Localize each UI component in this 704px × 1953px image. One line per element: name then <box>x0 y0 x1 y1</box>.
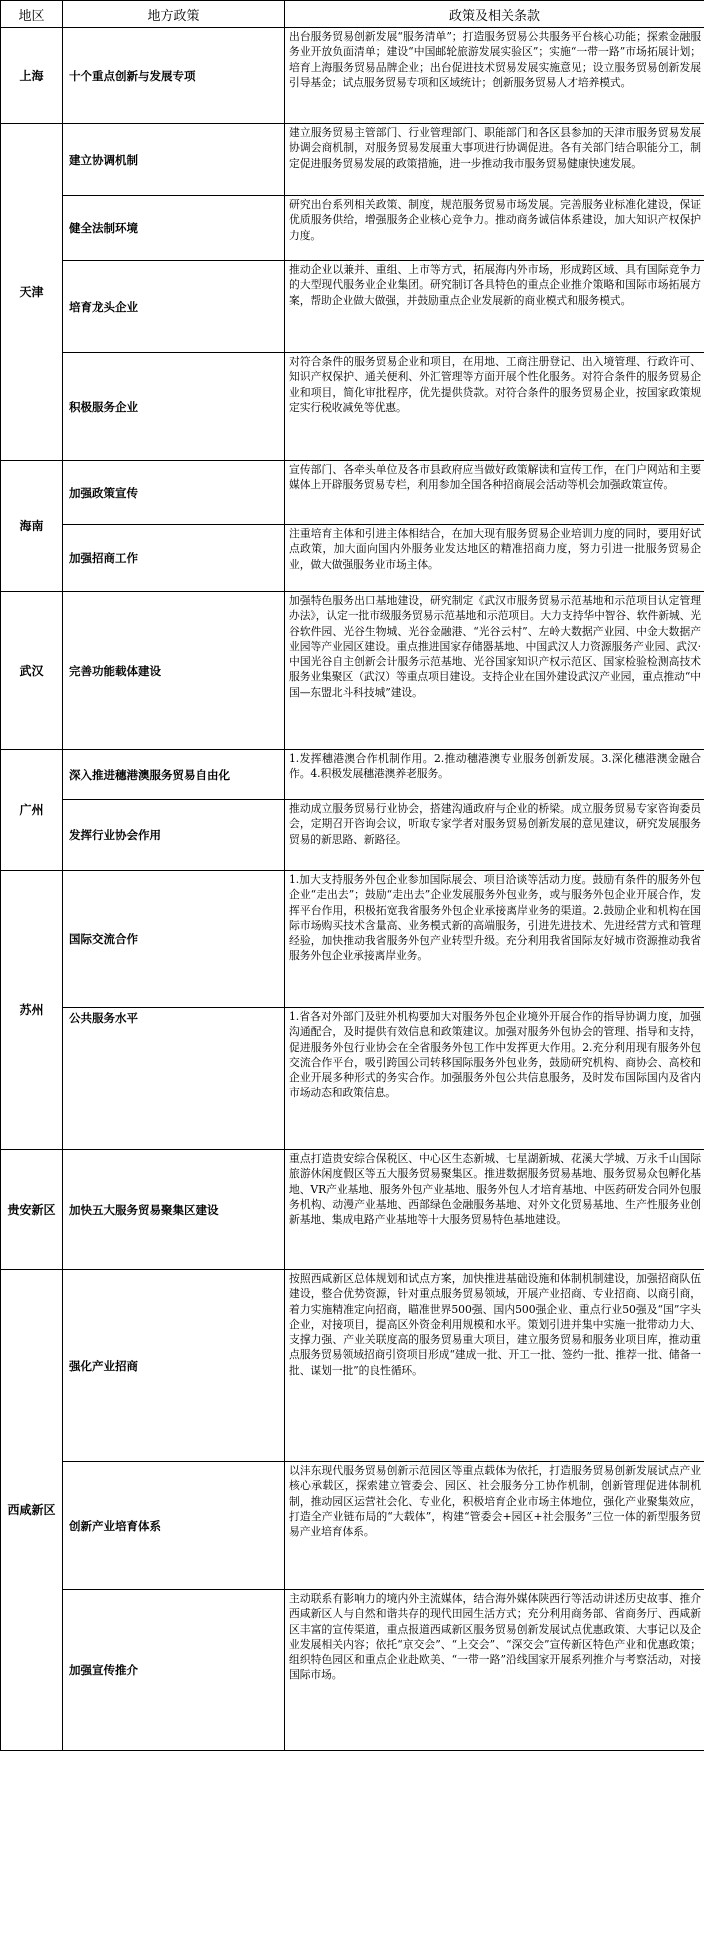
table-row <box>1 1008 704 1150</box>
policy-cell: 建立协调机制 <box>63 124 285 196</box>
clause-text: 对符合条件的服务贸易企业和项目，在用地、工商注册登记、出入境管理、行政许可、知识产权保护、通关便利、外汇管理等方面开展个性化服务。对符合条件的服务贸易企业和项目，简化审批程序，优先提供贷款。对符合条件的服务贸易企业，按国家政策规定实行税收减免等优惠。 <box>289 355 701 414</box>
clause-text: 以沣东现代服务贸易创新示范园区等重点载体为依托，打造服务贸易创新发展试点产业核心承载区，探索建立管委会、园区、社会服务分工协作机制，创新管理促进体制机制，推动园区运营社会化、专业化，积极培育企业市场主体地位，强化产业聚集效应，打造全产业链布局的“大载体”，构建“管委会+园区+社会服务”三位一体的新型服务贸易产业培育体系。 <box>289 1464 701 1539</box>
header-policy: 地方政策 <box>63 1 285 28</box>
policy-cell: 强化产业招商 <box>63 1270 285 1462</box>
clause-text: 1.发挥穗港澳合作机制作用。2.推动穗港澳专业服务创新发展。3.深化穗港澳金融合作。4.积极发展穗港澳养老服务。 <box>289 752 701 781</box>
table-row <box>1 28 704 124</box>
region-cell: 武汉 <box>1 592 63 750</box>
clause-cell <box>285 750 704 800</box>
clause-text: 按照西咸新区总体规划和试点方案，加快推进基础设施和体制机制建设，加强招商队伍建设，整合优势资源，针对重点服务贸易领域，开展产业招商、专业招商、以商引商，着力实施精准定向招商，瞄准世界500强、国内500强企业、重点行业50强及“国”字头企业，对接项目，提高区外资金利用规模和水平。策划引进并集中实施一批带动力大、支撑力强、产业关联度高的服务贸易重大项目，建立服务贸易和服务业项目库，推动重点服务贸易领域招商引资项目形成“建成一批、开工一批、签约一批、推荐一批、储备一批、谋划一批”的良性循环。 <box>289 1272 701 1377</box>
policy-cell: 健全法制环境 <box>63 196 285 261</box>
clause-cell <box>285 1150 704 1270</box>
region-cell: 天津 <box>1 124 63 461</box>
region-cell: 海南 <box>1 461 63 592</box>
table-row <box>1 1150 704 1270</box>
table-row <box>1 525 704 592</box>
region-cell: 西咸新区 <box>1 1270 63 1751</box>
clause-text: 建立服务贸易主管部门、行业管理部门、职能部门和各区县参加的天津市服务贸易发展协调会商机制，对服务贸易发展重大事项进行协调促进。各有关部门结合职能分工，制定促进服务贸易发展的政策措施，进一步推动我市服务贸易健康快速发展。 <box>289 126 701 170</box>
clause-text: 注重培育主体和引进主体相结合，在加大现有服务贸易企业培训力度的同时，要用好试点政策，加大面向国内外服务业发达地区的精准招商力度，努力引进一批服务贸易企业，做大做强服务业市场主体。 <box>289 527 701 571</box>
policy-cell: 创新产业培育体系 <box>63 1462 285 1590</box>
policy-cell: 完善功能载体建设 <box>63 592 285 750</box>
table-row <box>1 196 704 261</box>
clause-cell <box>285 28 704 124</box>
table-row <box>1 1270 704 1462</box>
table-row <box>1 124 704 196</box>
table-row <box>1 1590 704 1751</box>
clause-cell <box>285 871 704 1008</box>
clause-text: 1.加大支持服务外包企业参加国际展会、项目洽谈等活动力度。鼓励有条件的服务外包企业“走出去”；鼓励“走出去”企业发展服务外包业务，或与服务外包企业开展合作，发挥平台作用，积极拓宽我省服务外包企业承接离岸业务的渠道。2.鼓励企业和机构在国际市场购买技术含量高、业务模式新的高端服务，引进先进技术、先进经营方式和管理经验，加快推动我省服务外包产业转型升级。充分利用我省国际友好城市资源推动我省服务外包企业承接离岸业务。 <box>289 873 701 963</box>
table-row <box>1 353 704 461</box>
policy-cell: 发挥行业协会作用 <box>63 800 285 871</box>
policy-cell: 深入推进穗港澳服务贸易自由化 <box>63 750 285 800</box>
table-row <box>1 1462 704 1590</box>
clause-cell <box>285 592 704 750</box>
clause-cell <box>285 261 704 353</box>
clause-text: 推动成立服务贸易行业协会，搭建沟通政府与企业的桥梁。成立服务贸易专家咨询委员会，定期召开咨询会议，听取专家学者对服务贸易创新发展的意见建议，研究发展服务贸易的新思路、新路径。 <box>289 802 701 846</box>
clause-cell <box>285 1590 704 1751</box>
clause-text: 主动联系有影响力的境内外主流媒体，结合海外媒体陕西行等活动讲述历史故事、推介西咸新区人与自然和谐共存的现代田园生活方式；充分利用商务部、省商务厅、西咸新区丰富的宣传渠道，重点报道西咸新区服务贸易创新发展试点优惠政策、大事记以及企业发展相关内容；依托“京交会”、“上交会”、“深交会”宣传新区特色产业和优惠政策；组织特色园区和重点企业赴欧美、“一带一路”沿线国家开展系列推介与考察活动，对接国际市场。 <box>289 1592 701 1682</box>
policy-cell: 公共服务水平 <box>63 1008 285 1150</box>
policy-cell: 积极服务企业 <box>63 353 285 461</box>
clause-cell <box>285 525 704 592</box>
clause-text: 研究出台系列相关政策、制度，规范服务贸易市场发展。完善服务业标准化建设，保证优质服务供给，增强服务企业核心竞争力。推动商务诚信体系建设，加大知识产权保护力度。 <box>289 198 701 242</box>
header-clauses: 政策及相关条款 <box>285 1 704 28</box>
policy-cell: 加快五大服务贸易聚集区建设 <box>63 1150 285 1270</box>
policy-cell: 加强招商工作 <box>63 525 285 592</box>
clause-cell <box>285 124 704 196</box>
clause-cell <box>285 353 704 461</box>
clause-text: 出台服务贸易创新发展“服务清单”；打造服务贸易公共服务平台核心功能；探索金融服务业开放负面清单；建设“中国邮轮旅游发展实验区”；实施“一带一路”市场拓展计划；培育上海服务贸易品牌企业；出台促进技术贸易发展实施意见；设立服务贸易创新发展引导基金；试点服务贸易专项和区域统计；创新服务贸易人才培养模式。 <box>289 30 701 89</box>
clause-text: 重点打造贵安综合保税区、中心区生态新城、七星湖新城、花溪大学城、万永千山国际旅游休闲度假区等五大服务贸易聚集区。推进数据服务贸易基地、服务贸易众包孵化基地、VR产业基地、服务外包产业基地、服务外包人才培育基地、中医药研发合同外包服务机构、动漫产业基地、西部绿色金融服务基地、对外文化贸易基地、生产性服务业创新基地、集成电路产业基地等十大服务贸易特色基地建设。 <box>289 1152 701 1227</box>
clause-cell <box>285 461 704 525</box>
header-region: 地区 <box>1 1 63 28</box>
clause-text: 推动企业以兼并、重组、上市等方式，拓展海内外市场，形成跨区域、具有国际竞争力的大型现代服务业企业集团。研究制订各具特色的重点企业推介策略和国际市场拓展方案，帮助企业做大做强，并鼓励重点企业发展新的商业模式和服务模式。 <box>289 263 701 307</box>
policy-cell: 十个重点创新与发展专项 <box>63 28 285 124</box>
region-cell: 上海 <box>1 28 63 124</box>
clause-cell <box>285 1270 704 1462</box>
clause-cell <box>285 1462 704 1590</box>
clause-cell <box>285 800 704 871</box>
clause-cell <box>285 1008 704 1150</box>
clause-text: 宣传部门、各牵头单位及各市县政府应当做好政策解读和宣传工作，在门户网站和主要媒体上开辟服务贸易专栏，利用参加全国各种招商展会活动等机会加强政策宣传。 <box>289 463 701 492</box>
table-row <box>1 750 704 800</box>
clause-text: 加强特色服务出口基地建设，研究制定《武汉市服务贸易示范基地和示范项目认定管理办法》，认定一批市级服务贸易示范基地和示范项目。大力支持华中智谷、软件新城、光谷软件园、光谷生物城、光谷金融港、“光谷云村”、左岭大数据产业园、中金大数据产业园等产业园区建设。重点推进国家存储器基地、中国武汉人力资源服务产业园、武汉·中国光谷自主创新会计服务示范基地、光谷国家知识产权示范区、国家检验检测高技术服务业集聚区（武汉）等重点项目建设。支持企业在国外建设武汉产业园，重点推动“中国—东盟北斗科技城”建设。 <box>289 594 701 699</box>
policy-cell: 加强政策宣传 <box>63 461 285 525</box>
region-cell: 苏州 <box>1 871 63 1150</box>
policy-cell: 培育龙头企业 <box>63 261 285 353</box>
table-row <box>1 871 704 1008</box>
policy-cell: 加强宣传推介 <box>63 1590 285 1751</box>
table-row <box>1 592 704 750</box>
clause-cell <box>285 196 704 261</box>
table-row <box>1 261 704 353</box>
clause-text: 1.省各对外部门及驻外机构要加大对服务外包企业境外开展合作的指导协调力度，加强沟通配合，及时提供有效信息和政策建议。加强对服务外包协会的管理、指导和支持，促进服务外包行业协会在全省服务外包工作中发挥更大作用。2.充分利用现有服务外包交流合作平台，吸引跨国公司转移国际服务外包业务，鼓励研究机构、商协会、高校和企业开展多种形式的务实合作。加强服务外包公共信息服务，及时发布国际国内及省内市场动态和政策信息。 <box>289 1010 701 1100</box>
region-cell: 广州 <box>1 750 63 871</box>
region-cell: 贵安新区 <box>1 1150 63 1270</box>
table-row <box>1 461 704 525</box>
policy-cell: 国际交流合作 <box>63 871 285 1008</box>
table-row <box>1 800 704 871</box>
header-row <box>1 1 704 28</box>
